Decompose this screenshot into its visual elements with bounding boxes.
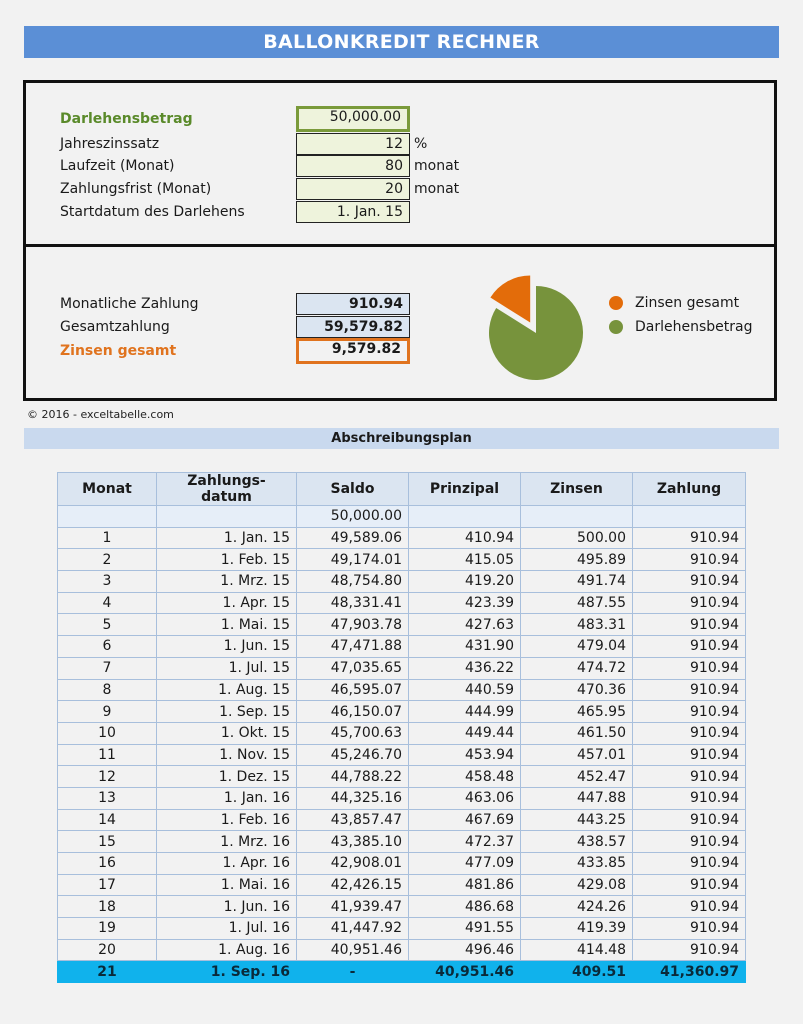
- cell-saldo: 45,246.70: [297, 744, 409, 766]
- table-row: [58, 571, 746, 593]
- table-cell: [521, 506, 633, 528]
- label-payment-period: Zahlungsfrist (Monat): [60, 181, 212, 197]
- header-zinsen: Zinsen: [521, 473, 633, 506]
- cell-zahlung: 910.94: [633, 592, 746, 614]
- legend-label-darlehensbetrag: Darlehensbetrag: [635, 319, 753, 335]
- cell-saldo: 47,035.65: [297, 657, 409, 679]
- table-row: [58, 874, 746, 896]
- cell-zinsen: 465.95: [521, 701, 633, 723]
- cell-monat: 8: [58, 679, 157, 701]
- table-row: [58, 701, 746, 723]
- cell-prinzipal: 486.68: [409, 896, 521, 918]
- cell-saldo: 46,150.07: [297, 701, 409, 723]
- cell-datum: 1. Nov. 15: [157, 744, 297, 766]
- cell-monat: 9: [58, 701, 157, 723]
- result-total-payment: 59,579.82: [296, 316, 410, 338]
- cell-monat: 21: [58, 961, 157, 983]
- cell-saldo: 44,788.22: [297, 766, 409, 788]
- input-annual-rate[interactable]: 12: [296, 133, 410, 155]
- cell-prinzipal: 477.09: [409, 853, 521, 875]
- cell-saldo: 40,951.46: [297, 939, 409, 961]
- cell-monat: 3: [58, 571, 157, 593]
- cell-saldo: 45,700.63: [297, 722, 409, 744]
- cell-datum: 1. Mrz. 16: [157, 831, 297, 853]
- input-term[interactable]: 80: [296, 155, 410, 177]
- plan-title: Abschreibungsplan: [24, 428, 779, 449]
- cell-zinsen: 483.31: [521, 614, 633, 636]
- table-row: [58, 657, 746, 679]
- table-cell: [633, 506, 746, 528]
- cell-prinzipal: 449.44: [409, 722, 521, 744]
- cell-saldo: 42,426.15: [297, 874, 409, 896]
- cell-prinzipal: 444.99: [409, 701, 521, 723]
- cell-zahlung: 910.94: [633, 549, 746, 571]
- cell-monat: 2: [58, 549, 157, 571]
- table-row: [58, 809, 746, 831]
- cell-zinsen: 452.47: [521, 766, 633, 788]
- cell-saldo: 48,331.41: [297, 592, 409, 614]
- cell-zinsen: 487.55: [521, 592, 633, 614]
- cell-prinzipal: 440.59: [409, 679, 521, 701]
- cell-zahlung: 910.94: [633, 831, 746, 853]
- cell-prinzipal: 436.22: [409, 657, 521, 679]
- cell-zahlung: 910.94: [633, 636, 746, 658]
- cell-datum: 1. Okt. 15: [157, 722, 297, 744]
- cell-datum: 1. Jul. 16: [157, 918, 297, 940]
- label-term: Laufzeit (Monat): [60, 158, 175, 174]
- cell-zinsen: 429.08: [521, 874, 633, 896]
- table-row: [58, 787, 746, 809]
- cell-zinsen: 447.88: [521, 787, 633, 809]
- legend-dot-green: [609, 320, 623, 334]
- cell-datum: 1. Apr. 16: [157, 853, 297, 875]
- cell-zahlung: 910.94: [633, 614, 746, 636]
- cell-zinsen: 424.26: [521, 896, 633, 918]
- cell-prinzipal: 410.94: [409, 527, 521, 549]
- table-row-final: [58, 961, 746, 983]
- table-cell: [157, 506, 297, 528]
- cell-zahlung: 910.94: [633, 874, 746, 896]
- label-loan-amount: Darlehensbetrag: [60, 111, 193, 127]
- cell-zinsen: 443.25: [521, 809, 633, 831]
- cell-prinzipal: 415.05: [409, 549, 521, 571]
- legend-item-darlehensbetrag: [609, 316, 752, 338]
- cell-saldo: -: [297, 961, 409, 983]
- cell-zahlung: 910.94: [633, 657, 746, 679]
- cell-saldo: 47,903.78: [297, 614, 409, 636]
- cell-prinzipal: 40,951.46: [409, 961, 521, 983]
- legend-dot-orange: [609, 296, 623, 310]
- table-cell: [58, 506, 157, 528]
- cell-datum: 1. Feb. 15: [157, 549, 297, 571]
- table-row-start: [58, 506, 746, 528]
- cell-datum: 1. Jan. 16: [157, 787, 297, 809]
- cell-zinsen: 491.74: [521, 571, 633, 593]
- cell-monat: 7: [58, 657, 157, 679]
- table-row: [58, 853, 746, 875]
- cell-zinsen: 495.89: [521, 549, 633, 571]
- header-monat: Monat: [58, 473, 157, 506]
- cell-zahlung: 910.94: [633, 766, 746, 788]
- cell-saldo: 49,589.06: [297, 527, 409, 549]
- cell-saldo: 41,447.92: [297, 918, 409, 940]
- header-saldo: Saldo: [297, 473, 409, 506]
- cell-datum: 1. Sep. 16: [157, 961, 297, 983]
- table-row: [58, 722, 746, 744]
- cell-datum: 1. Aug. 16: [157, 939, 297, 961]
- cell-zinsen: 500.00: [521, 527, 633, 549]
- cell-monat: 6: [58, 636, 157, 658]
- cell-monat: 17: [58, 874, 157, 896]
- table-row: [58, 744, 746, 766]
- table-row: [58, 614, 746, 636]
- table-cell: [409, 506, 521, 528]
- cell-saldo: 42,908.01: [297, 853, 409, 875]
- table-header-row: [58, 473, 746, 506]
- copyright-text: © 2016 - exceltabelle.com: [27, 408, 174, 421]
- cell-prinzipal: 431.90: [409, 636, 521, 658]
- cell-zinsen: 433.85: [521, 853, 633, 875]
- header-zahlungsdatum: Zahlungs-datum: [157, 473, 297, 506]
- cell-zinsen: 438.57: [521, 831, 633, 853]
- cell-monat: 11: [58, 744, 157, 766]
- cell-monat: 4: [58, 592, 157, 614]
- input-start-date[interactable]: 1. Jan. 15: [296, 201, 410, 223]
- cell-datum: 1. Jun. 15: [157, 636, 297, 658]
- table-row: [58, 549, 746, 571]
- cell-prinzipal: 427.63: [409, 614, 521, 636]
- cell-prinzipal: 423.39: [409, 592, 521, 614]
- cell-monat: 14: [58, 809, 157, 831]
- cell-monat: 13: [58, 787, 157, 809]
- cell-datum: 1. Mai. 16: [157, 874, 297, 896]
- legend-label-zinsen: Zinsen gesamt: [635, 295, 740, 311]
- input-payment-period[interactable]: 20: [296, 178, 410, 200]
- label-total-payment: Gesamtzahlung: [60, 319, 170, 335]
- cell-saldo: 47,471.88: [297, 636, 409, 658]
- cell-datum: 1. Jan. 15: [157, 527, 297, 549]
- cell-zahlung: 910.94: [633, 744, 746, 766]
- table-row: [58, 766, 746, 788]
- label-start-date: Startdatum des Darlehens: [60, 204, 245, 220]
- unit-term: monat: [414, 158, 460, 174]
- result-total-interest: 9,579.82: [296, 338, 410, 364]
- cell-monat: 16: [58, 853, 157, 875]
- table-row: [58, 527, 746, 549]
- pie-chart: [474, 263, 594, 388]
- cell-saldo: 48,754.80: [297, 571, 409, 593]
- cell-zinsen: 461.50: [521, 722, 633, 744]
- table-row: [58, 592, 746, 614]
- cell-datum: 1. Mai. 15: [157, 614, 297, 636]
- unit-payment-period: monat: [414, 181, 460, 197]
- header-zahlung: Zahlung: [633, 473, 746, 506]
- cell-monat: 15: [58, 831, 157, 853]
- cell-datum: 1. Jul. 15: [157, 657, 297, 679]
- cell-datum: 1. Feb. 16: [157, 809, 297, 831]
- label-monthly-payment: Monatliche Zahlung: [60, 296, 199, 312]
- cell-monat: 20: [58, 939, 157, 961]
- cell-monat: 10: [58, 722, 157, 744]
- cell-prinzipal: 467.69: [409, 809, 521, 831]
- cell-zinsen: 474.72: [521, 657, 633, 679]
- cell-zahlung: 910.94: [633, 722, 746, 744]
- label-annual-rate: Jahreszinssatz: [60, 136, 160, 152]
- cell-datum: 1. Sep. 15: [157, 701, 297, 723]
- cell-zahlung: 910.94: [633, 787, 746, 809]
- cell-datum: 1. Jun. 16: [157, 896, 297, 918]
- cell-zahlung: 910.94: [633, 918, 746, 940]
- table-row: [58, 831, 746, 853]
- unit-percent: %: [414, 136, 428, 152]
- table-row: [58, 636, 746, 658]
- cell-zinsen: 470.36: [521, 679, 633, 701]
- header-prinzipal: Prinzipal: [409, 473, 521, 506]
- cell-zahlung: 910.94: [633, 701, 746, 723]
- cell-zahlung: 910.94: [633, 809, 746, 831]
- cell-zahlung: 910.94: [633, 571, 746, 593]
- cell-zahlung: 41,360.97: [633, 961, 746, 983]
- cell-prinzipal: 496.46: [409, 939, 521, 961]
- label-total-interest: Zinsen gesamt: [60, 343, 177, 359]
- cell-zahlung: 910.94: [633, 527, 746, 549]
- cell-datum: 1. Mrz. 15: [157, 571, 297, 593]
- cell-monat: 18: [58, 896, 157, 918]
- legend-item-zinsen: [609, 292, 739, 314]
- cell-prinzipal: 491.55: [409, 918, 521, 940]
- section-divider: [26, 244, 774, 247]
- cell-saldo: 41,939.47: [297, 896, 409, 918]
- cell-zahlung: 910.94: [633, 853, 746, 875]
- cell-zahlung: 910.94: [633, 679, 746, 701]
- cell-prinzipal: 472.37: [409, 831, 521, 853]
- cell-prinzipal: 481.86: [409, 874, 521, 896]
- cell-prinzipal: 453.94: [409, 744, 521, 766]
- cell-datum: 1. Aug. 15: [157, 679, 297, 701]
- result-monthly-payment: 910.94: [296, 293, 410, 315]
- table-row: [58, 918, 746, 940]
- cell-zinsen: 414.48: [521, 939, 633, 961]
- cell-saldo: 43,857.47: [297, 809, 409, 831]
- cell-zinsen: 419.39: [521, 918, 633, 940]
- cell-datum: 1. Dez. 15: [157, 766, 297, 788]
- cell-datum: 1. Apr. 15: [157, 592, 297, 614]
- cell-zinsen: 457.01: [521, 744, 633, 766]
- amortization-table: [57, 472, 746, 983]
- cell-monat: 12: [58, 766, 157, 788]
- calculator-panel: [23, 80, 777, 401]
- table-row: [58, 679, 746, 701]
- cell-monat: 19: [58, 918, 157, 940]
- cell-zahlung: 910.94: [633, 896, 746, 918]
- cell-saldo: 44,325.16: [297, 787, 409, 809]
- cell-monat: 1: [58, 527, 157, 549]
- cell-prinzipal: 419.20: [409, 571, 521, 593]
- cell-prinzipal: 463.06: [409, 787, 521, 809]
- table-row: [58, 939, 746, 961]
- cell-monat: 5: [58, 614, 157, 636]
- cell-zinsen: 409.51: [521, 961, 633, 983]
- table-row: [58, 896, 746, 918]
- cell-saldo: 43,385.10: [297, 831, 409, 853]
- cell-prinzipal: 458.48: [409, 766, 521, 788]
- input-loan-amount[interactable]: 50,000.00: [296, 106, 410, 132]
- start-balance: 50,000.00: [297, 506, 409, 528]
- page-title: BALLONKREDIT RECHNER: [24, 26, 779, 58]
- cell-zinsen: 479.04: [521, 636, 633, 658]
- cell-saldo: 46,595.07: [297, 679, 409, 701]
- cell-zahlung: 910.94: [633, 939, 746, 961]
- cell-saldo: 49,174.01: [297, 549, 409, 571]
